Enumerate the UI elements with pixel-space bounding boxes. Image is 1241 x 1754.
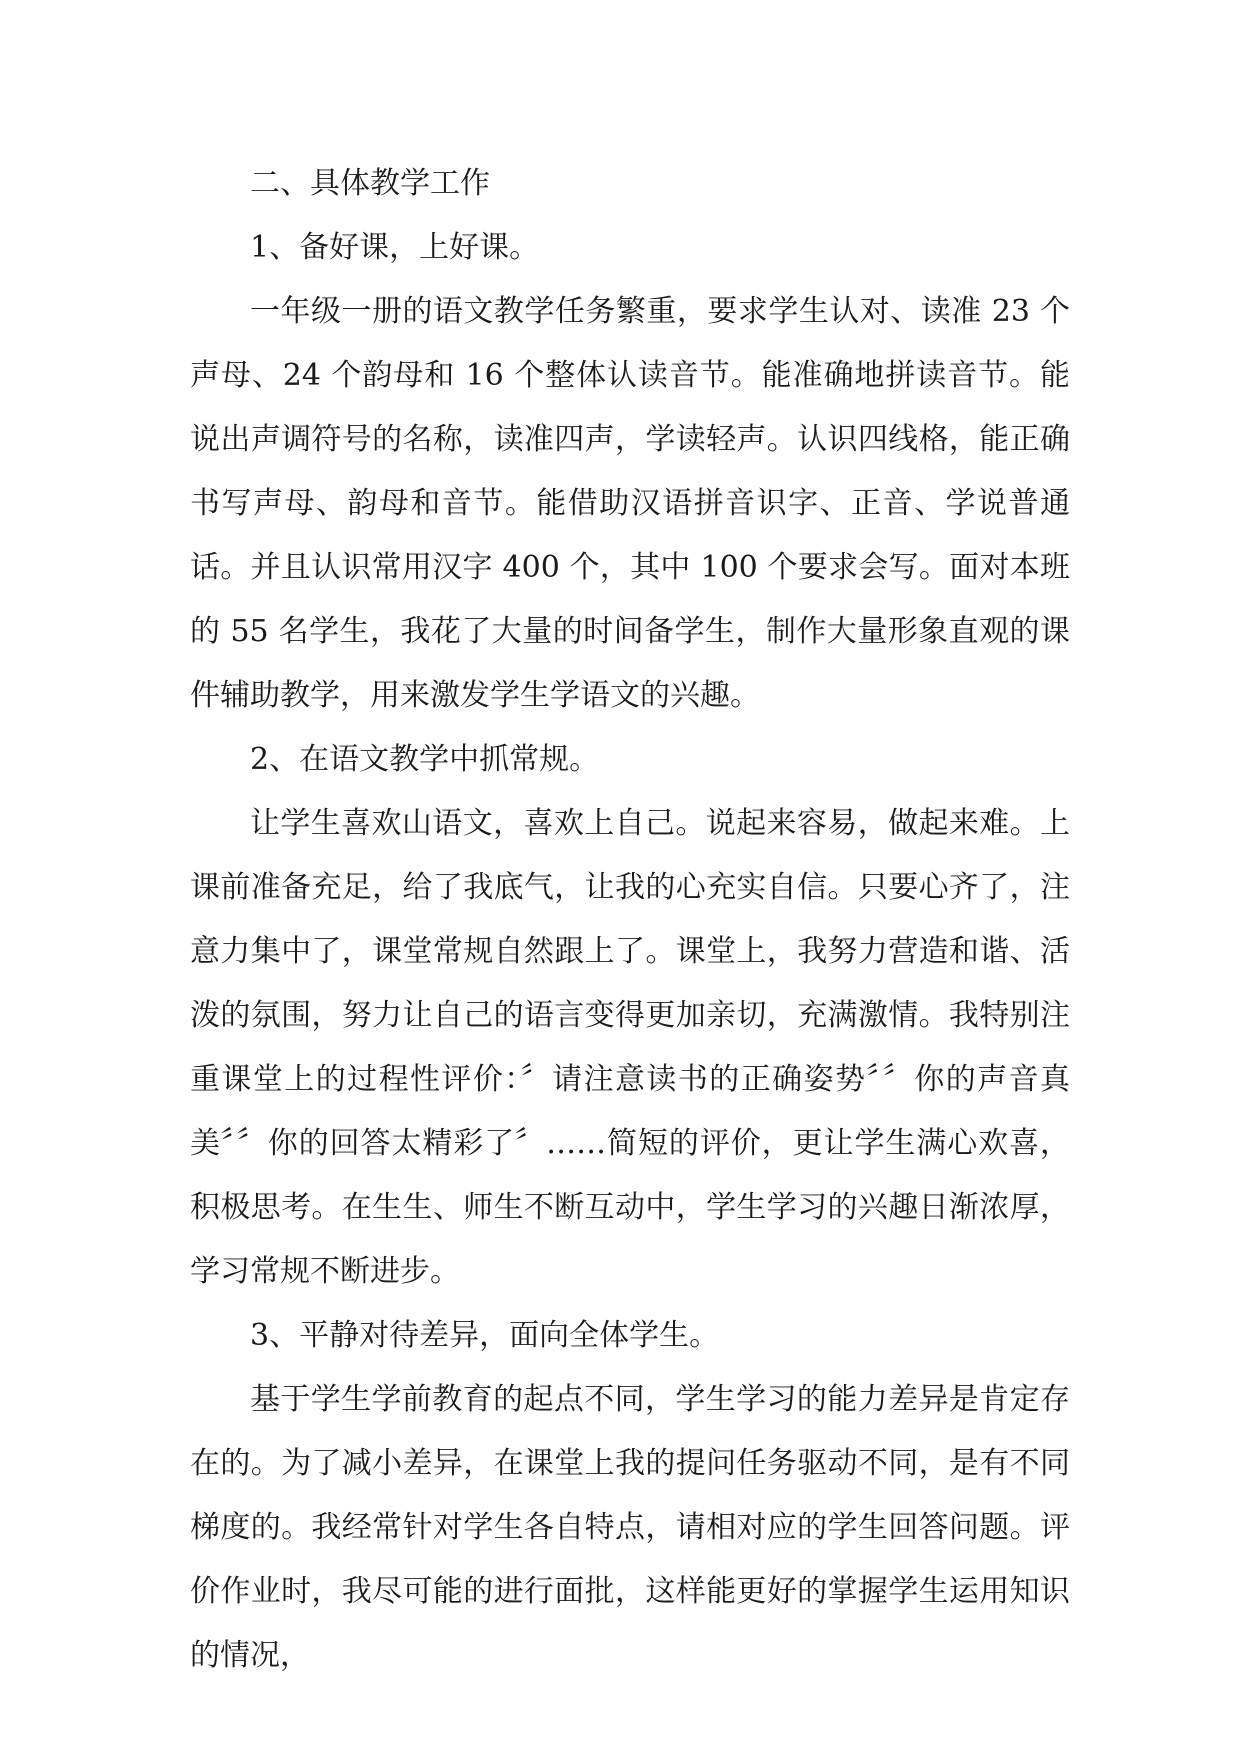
section-heading: 二、具体教学工作 — [250, 166, 490, 201]
section-3-title: 3、平静对待差异，面向全体学生。 — [250, 1318, 720, 1353]
document-body — [190, 152, 1070, 1688]
section-2-title: 2、在语文教学中抓常规。 — [250, 742, 600, 777]
section-1-paragraph: 一年级一册的语文教学任务繁重，要求学生认对、读准 23 个声母、24 个韵母和 16 个整体认读音节。能准确地拼读音节。能说出声调符号的名称，读准四声，学读轻声。认识四线格，能正确书写声母、韵母和音节。能借助汉语拼音识字、正音、学说普通话。并且认识常用汉字 400 个，其中 100 个要求会写。面对本班的 55 名学生，我花了大量的时间备学生，制作大量形象直观的课件辅助教学，用来激发学生学语文的兴趣。 — [190, 294, 1070, 713]
section-3-paragraph: 基于学生学前教育的起点不同，学生学习的能力差异是肯定存在的。为了减小差异，在课堂上我的提问任务驱动不同，是有不同梯度的。我经常针对学生各自特点，请相对应的学生回答问题。评价作业时，我尽可能的进行面批，这样能更好的掌握学生运用知识的情况， — [190, 1382, 1070, 1673]
section-2-paragraph: 让学生喜欢山语文，喜欢上自己。说起来容易，做起来难。上课前准备充足，给了我底气，让我的心充实自信。只要心齐了，注意力集中了，课堂常规自然跟上了。课堂上，我努力营造和谐、活泼的氛围，努力让自己的语言变得更加亲切，充满激情。我特别注重课堂上的过程性评价：〞请注意读书的正确姿势〞〞你的声音真美〞〞你的回答太精彩了〞……简短的评价，更让学生满心欢喜，积极思考。在生生、师生不断互动中，学生学习的兴趣日渐浓厚，学习常规不断进步。 — [190, 806, 1070, 1289]
section-1-title: 1、备好课，上好课。 — [250, 230, 540, 265]
